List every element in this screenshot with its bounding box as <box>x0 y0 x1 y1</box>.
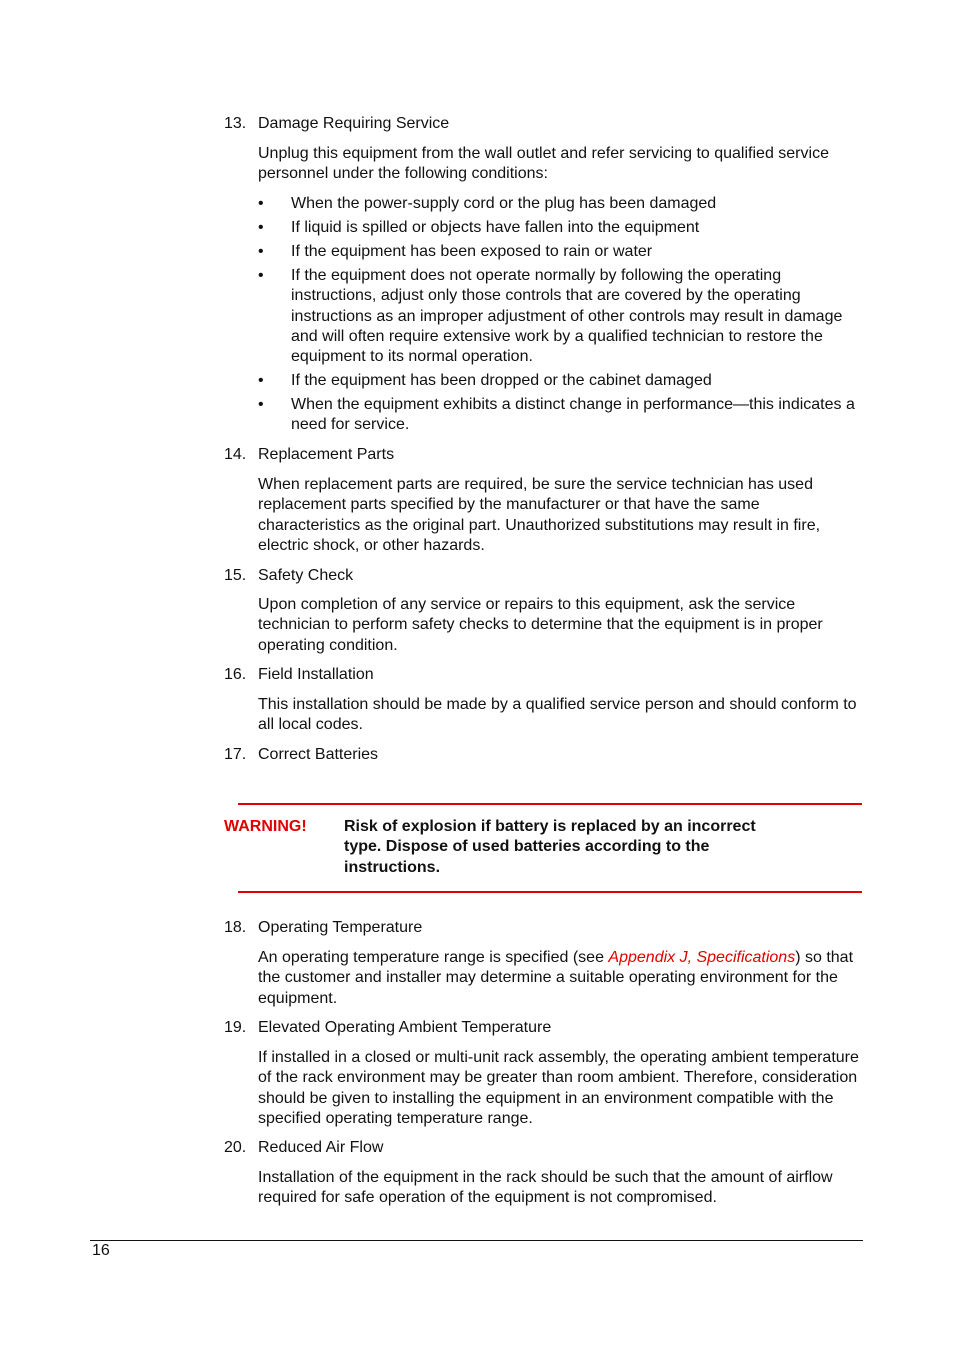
item-20 <box>224 1138 864 1158</box>
conditions-list <box>258 194 864 439</box>
bullet-glyph: • <box>258 218 264 236</box>
warning-text: Risk of explosion if battery is replaced by an incorrect type. Dispose of used batteries according to the instructions. <box>344 818 756 876</box>
item-20-heading <box>224 1138 864 1158</box>
list-item: • If the equipment does not operate normally by following the operating instructions, adjust only those controls that are covered by the operating instructions as an improper adjustment of other controls may result in damage and will often require extensive work by a qualified technician to restore the equipment to its normal operation. <box>258 266 843 366</box>
item-title: Correct Batteries <box>258 746 379 763</box>
bullet-glyph: • <box>258 396 264 414</box>
list-item: • When the power-supply cord or the plug has been damaged <box>258 194 864 214</box>
list-item: • When the equipment exhibits a distinct change in performance—this indicates a need for service. <box>258 396 855 434</box>
item-16-paragraph: This installation should be made by a qualified service person and should conform to all local codes. <box>258 696 857 734</box>
item-14-paragraph: When replacement parts are required, be sure the service technician has used replacement parts specified by the manufacturer or that have the same characteristics as the original part. Unauthorized substitutions may result in fire, electric shock, or other hazards. <box>258 476 821 554</box>
page-number: 16 <box>92 1242 110 1259</box>
item-18-heading <box>224 918 864 938</box>
item-15-paragraph: Upon completion of any service or repairs to this equipment, ask the service technician to perform safety checks to determine that the equipment is in proper operating condition. <box>258 596 823 654</box>
item-number: 18. <box>224 919 247 936</box>
bullet-glyph: • <box>258 266 264 284</box>
bullet-glyph: • <box>258 372 264 390</box>
warning-bottom-rule <box>238 891 862 893</box>
item-title: Elevated Operating Ambient Temperature <box>258 1019 552 1036</box>
appendix-j-link[interactable]: Appendix J, Specifications <box>608 949 796 966</box>
item-number: 17. <box>224 746 247 763</box>
item-number: 15. <box>224 567 247 584</box>
item-17-heading <box>224 745 864 765</box>
item-18 <box>224 918 864 938</box>
item-14 <box>224 445 864 465</box>
footer-rule <box>90 1240 863 1241</box>
item-title: Replacement Parts <box>258 446 395 463</box>
item-13 <box>224 114 864 134</box>
item-13-heading <box>224 114 864 134</box>
item-title: Safety Check <box>258 567 354 584</box>
item-19-heading <box>224 1018 864 1038</box>
item-15 <box>224 566 864 586</box>
bullet-glyph: • <box>258 195 264 212</box>
item-13-paragraph: Unplug this equipment from the wall outlet and refer servicing to qualified service personnel under the following conditions: <box>258 145 829 183</box>
item-number: 20. <box>224 1139 247 1156</box>
item-number: 19. <box>224 1019 247 1036</box>
warning-label: WARNING! <box>224 818 307 835</box>
item-19-paragraph: If installed in a closed or multi-unit rack assembly, the operating ambient temperature of the rack environment may be greater than room ambient. Therefore, consideration should be given to installing the equipment in an environment compatible with the specified operating temperature range. <box>258 1049 859 1127</box>
item-title: Reduced Air Flow <box>258 1139 384 1156</box>
list-item: • If liquid is spilled or objects have fallen into the equipment <box>258 218 864 238</box>
item-20-paragraph: Installation of the equipment in the rack should be such that the amount of airflow required for safe operation of the equipment is not compromised. <box>258 1169 833 1207</box>
item-17 <box>224 745 864 765</box>
item-number: 16. <box>224 666 247 683</box>
item-number: 13. <box>224 115 247 132</box>
item-14-heading <box>224 445 864 465</box>
list-item: • If the equipment has been dropped or the cabinet damaged <box>258 371 864 391</box>
item-16-heading <box>224 665 864 685</box>
item-title: Field Installation <box>258 666 374 683</box>
item-title: Operating Temperature <box>258 919 423 936</box>
item-title: Damage Requiring Service <box>258 115 450 132</box>
warning-top-rule <box>238 803 862 805</box>
list-item: • If the equipment has been exposed to rain or water <box>258 242 864 262</box>
item-18-paragraph: An operating temperature range is specified (see Appendix J, Specifications) so that the customer and installer may determine a suitable operating environment for the equipment. <box>258 949 854 1007</box>
item-16 <box>224 665 864 685</box>
item-15-heading <box>224 566 864 586</box>
bullet-glyph: • <box>258 242 264 260</box>
item-19 <box>224 1018 864 1038</box>
item-number: 14. <box>224 446 247 463</box>
